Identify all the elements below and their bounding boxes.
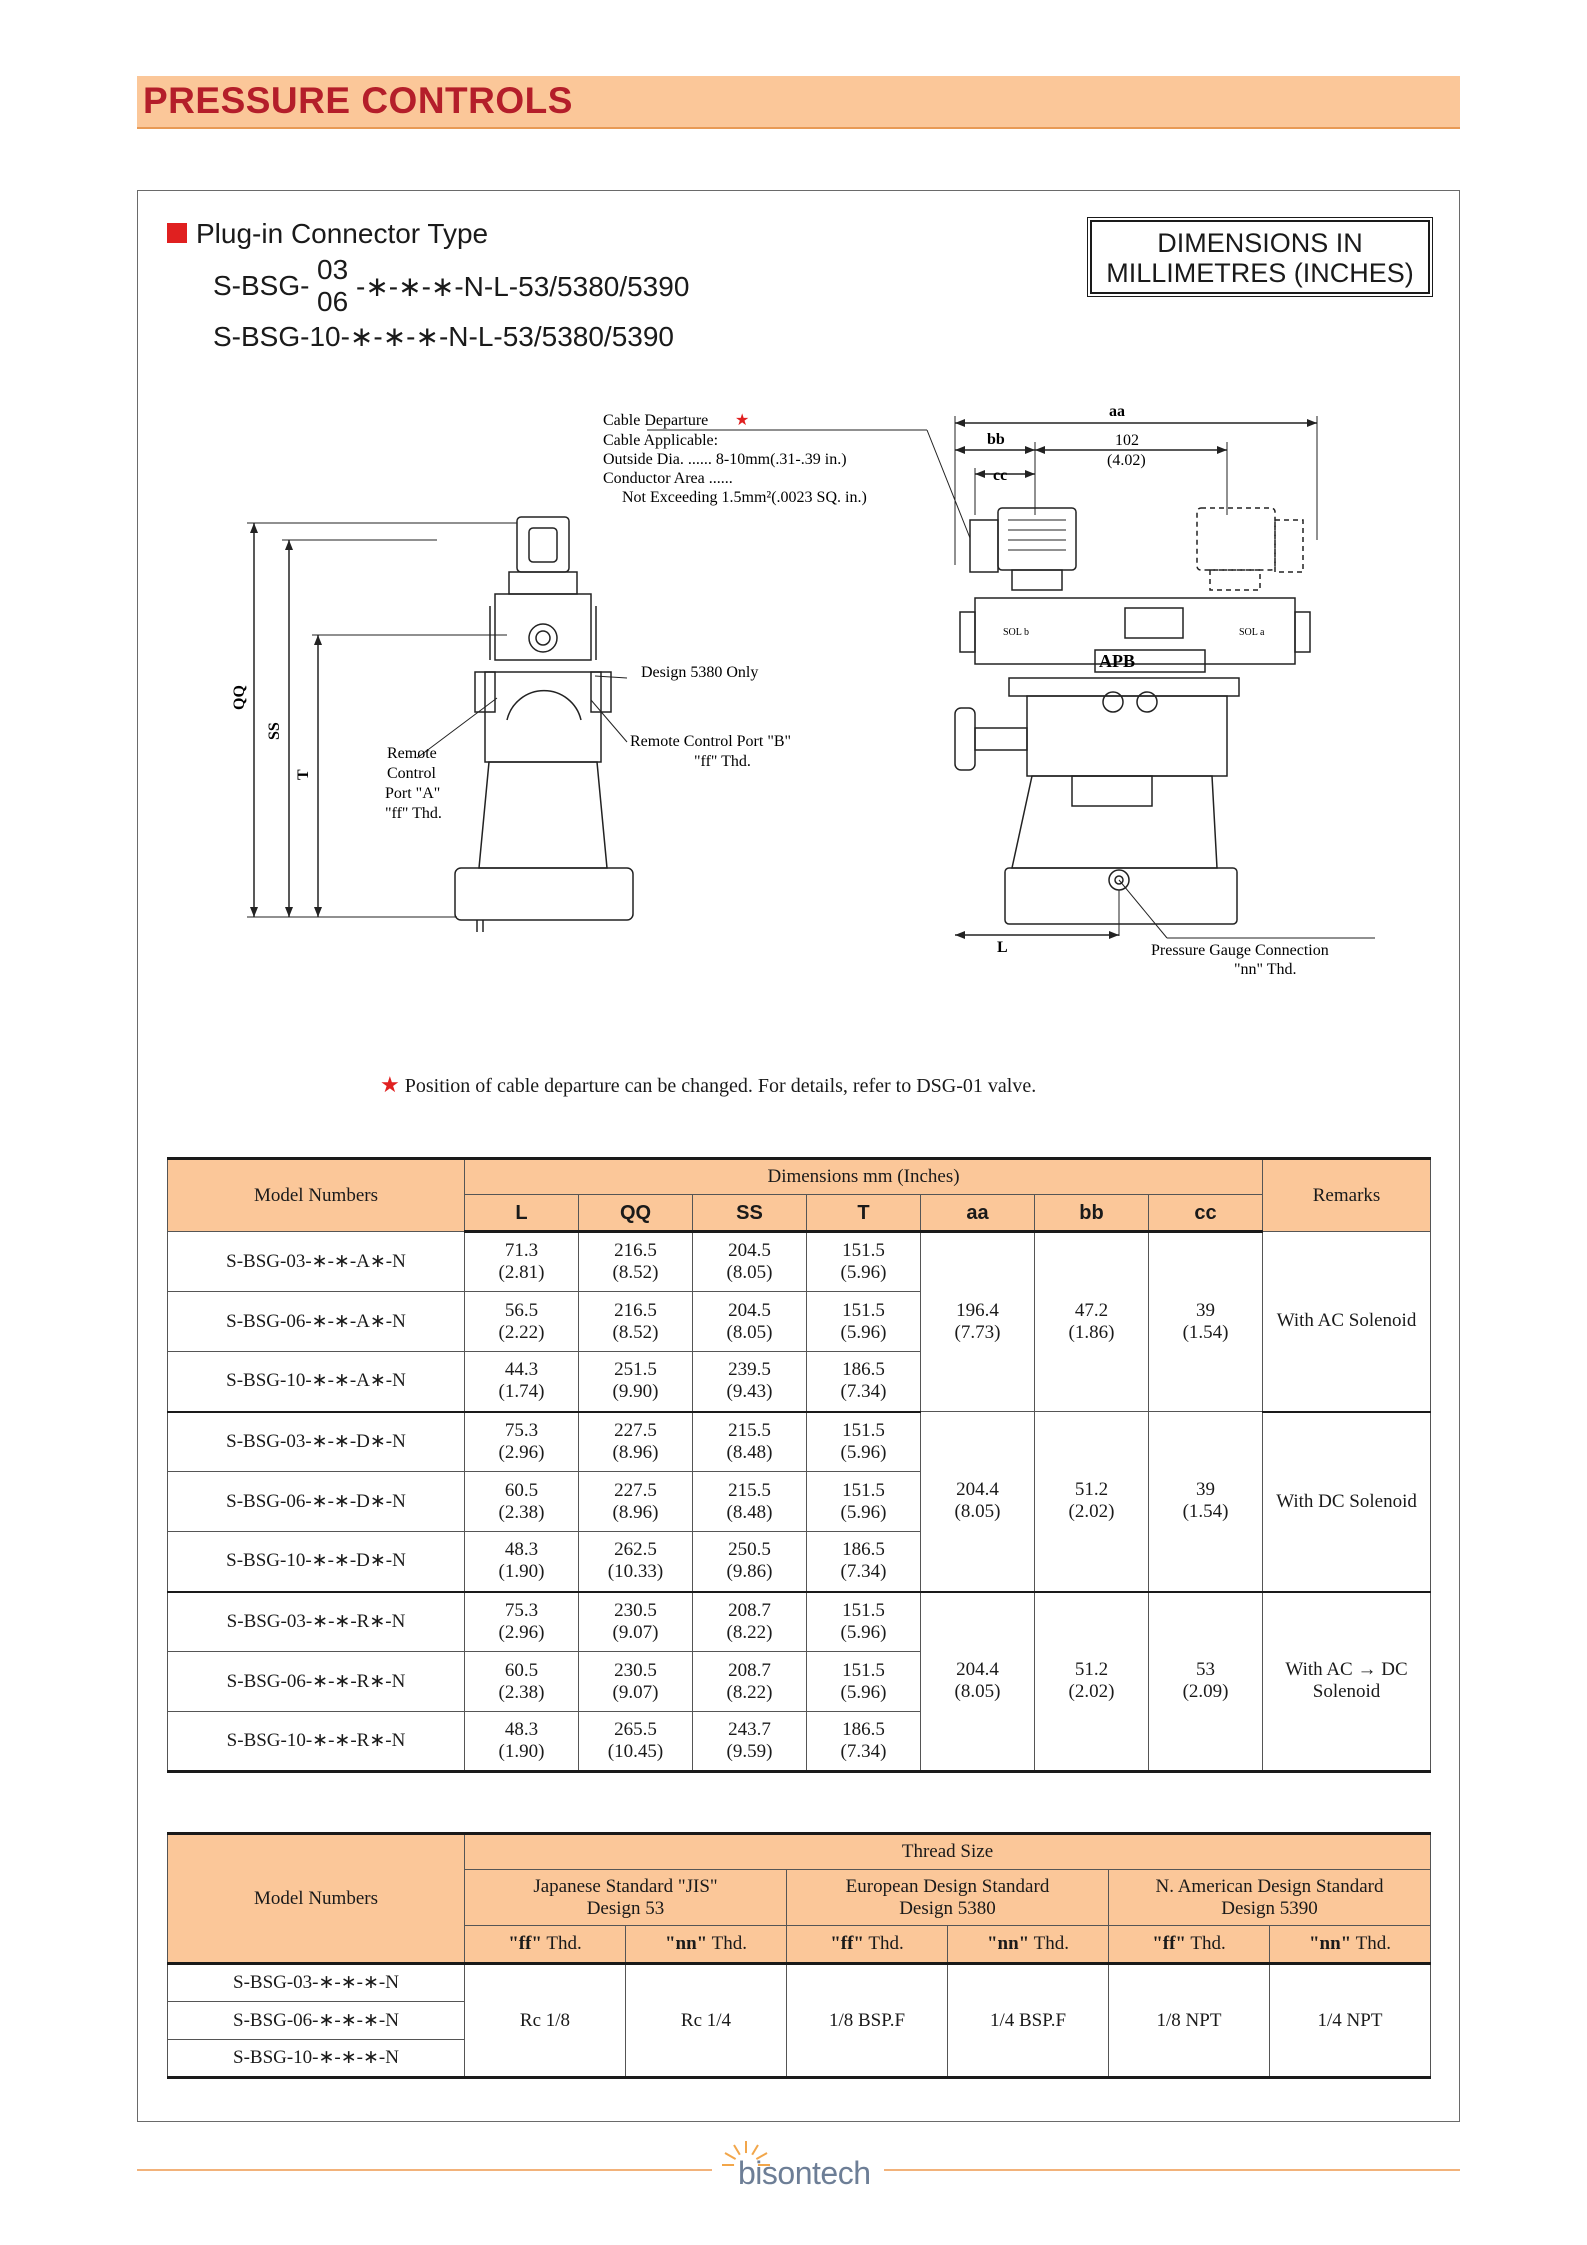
dim-bb-label: bb bbox=[987, 431, 1005, 448]
sol-b-label: SOL b bbox=[1003, 627, 1030, 638]
table-row: S-BSG-06-∗-∗-R∗-N 60.5 (2.38) 230.5 (9.07) 208.7 (8.22) 151.5 (5.96) bbox=[168, 1652, 1431, 1712]
footnote-text: Position of cable departure can be changed. For details, refer to DSG-01 valve. bbox=[404, 1075, 1037, 1097]
col-header-qq: QQ bbox=[579, 1195, 693, 1232]
standard-jis-header: Japanese Standard "JIS" Design 53 bbox=[465, 1870, 787, 1926]
dim-ss-label: SS bbox=[266, 722, 283, 740]
dim-102-inches-label: (4.02) bbox=[1107, 452, 1146, 469]
col-header-bb: bb bbox=[1035, 1195, 1149, 1232]
standard-american-header: N. American Design Standard Design 5390 bbox=[1109, 1870, 1431, 1926]
remote-port-a-line3: Port "A" bbox=[385, 785, 441, 802]
dim-l-label: L bbox=[997, 939, 1008, 956]
col-header-t: T bbox=[807, 1195, 921, 1232]
col-header-aa: aa bbox=[921, 1195, 1035, 1232]
ff-thd-header: "ff" Thd. bbox=[1109, 1926, 1270, 1964]
brand-plate-label: APB bbox=[1099, 651, 1135, 671]
table-row: S-BSG-03-∗-∗-∗-N Rc 1/8 Rc 1/4 1/8 BSP.F 1/4 BSP.F 1/8 NPT 1/4 NPT bbox=[168, 1964, 1431, 2002]
model-fraction-bottom: 06 bbox=[317, 286, 349, 317]
col-header-l: L bbox=[465, 1195, 579, 1232]
col-header-cc: cc bbox=[1149, 1195, 1263, 1232]
dim-aa-label: aa bbox=[1109, 403, 1125, 420]
thread-model-numbers-header: Model Numbers bbox=[168, 1834, 465, 1964]
dimensions-units-box bbox=[1090, 220, 1430, 294]
conductor-area-label: Conductor Area ...... bbox=[603, 470, 733, 487]
remote-port-b-label: Remote Control Port "B" bbox=[630, 733, 792, 750]
dims-box-line1: DIMENSIONS IN bbox=[1157, 228, 1363, 258]
table-row: S-BSG-10-∗-∗-D∗-N 48.3 (1.90) 262.5 (10.33) 250.5 (9.86) 186.5 (7.34) bbox=[168, 1532, 1431, 1592]
nn-thd-header: "nn" Thd. bbox=[948, 1926, 1109, 1964]
dim-t-label: T bbox=[295, 769, 312, 780]
cable-departure-label: Cable Departure bbox=[603, 412, 709, 429]
red-star-icon: ★ bbox=[380, 1072, 400, 1097]
red-square-icon bbox=[167, 223, 187, 243]
remark-cell: With DC Solenoid bbox=[1263, 1412, 1431, 1592]
footnote bbox=[380, 1072, 1036, 1098]
model-numbers-header: Model Numbers bbox=[168, 1159, 465, 1232]
table-row: S-BSG-06-∗-∗-A∗-N 56.5 (2.22) 216.5 (8.52) 204.5 (8.05) 151.5 (5.96) bbox=[168, 1292, 1431, 1352]
remark-cell: With AC → DC Solenoid bbox=[1263, 1592, 1431, 1772]
model-line-1-prefix: S-BSG- bbox=[213, 270, 310, 301]
table-row: S-BSG-03-∗-∗-A∗-N 71.3 (2.81) 216.5 (8.52) 204.5 (8.05) 151.5 (5.96) 196.4 (7.73) 47.2 (1.86) 39 (1.54) With AC Solenoid bbox=[168, 1232, 1431, 1292]
cable-applicable-label: Cable Applicable: bbox=[603, 432, 719, 449]
col-header-ss: SS bbox=[693, 1195, 807, 1232]
standard-european-header: European Design Standard Design 5380 bbox=[787, 1870, 1109, 1926]
table-row: S-BSG-06-∗-∗-D∗-N 60.5 (2.38) 227.5 (8.96) 215.5 (8.48) 151.5 (5.96) bbox=[168, 1472, 1431, 1532]
thread-size-table bbox=[167, 1832, 1431, 2079]
design-5380-only-label: Design 5380 Only bbox=[641, 664, 759, 681]
model-line-2: S-BSG-10-∗-∗-∗-N-L-53/5380/5390 bbox=[213, 321, 675, 352]
remote-port-a-line2: Control bbox=[387, 765, 436, 782]
dimensions-header: Dimensions mm (Inches) bbox=[465, 1159, 1263, 1195]
table-row: S-BSG-10-∗-∗-R∗-N 48.3 (1.90) 265.5 (10.45) 243.7 (9.59) 186.5 (7.34) bbox=[168, 1712, 1431, 1772]
ff-thd-header: "ff" Thd. bbox=[465, 1926, 626, 1964]
ff-thd-a-label: "ff" Thd. bbox=[385, 805, 442, 822]
page-title: PRESSURE CONTROLS bbox=[143, 80, 573, 121]
pressure-gauge-label: Pressure Gauge Connection bbox=[1151, 942, 1329, 959]
remote-port-a-line1: Remote bbox=[387, 745, 437, 762]
header-band bbox=[137, 76, 1460, 129]
dim-qq-label: QQ bbox=[231, 685, 248, 710]
nn-thd-header: "nn" Thd. bbox=[626, 1926, 787, 1964]
not-exceeding-label: Not Exceeding 1.5mm²(.0023 SQ. in.) bbox=[622, 489, 867, 506]
table-row: S-BSG-03-∗-∗-R∗-N 75.3 (2.96) 230.5 (9.07) 208.7 (8.22) 151.5 (5.96) 204.4 (8.05) 51.2 (2.02) 53 (2.09) With AC → DC Solenoid bbox=[168, 1592, 1431, 1652]
remark-cell: With AC Solenoid bbox=[1263, 1232, 1431, 1412]
nn-thd-header: "nn" Thd. bbox=[1270, 1926, 1431, 1964]
remarks-header: Remarks bbox=[1263, 1159, 1431, 1232]
table-row: S-BSG-03-∗-∗-D∗-N 75.3 (2.96) 227.5 (8.96) 215.5 (8.48) 151.5 (5.96) 204.4 (8.05) 51.2 (2.02) 39 (1.54) With DC Solenoid bbox=[168, 1412, 1431, 1472]
technical-drawing bbox=[137, 380, 1460, 1020]
dim-cc-label: cc bbox=[993, 467, 1008, 484]
model-fraction-top: 03 bbox=[317, 254, 349, 285]
footer-divider bbox=[137, 2169, 712, 2171]
red-star-icon: ★ bbox=[735, 412, 750, 429]
model-line-1-rest: -∗-∗-∗-N-L-53/5380/5390 bbox=[356, 271, 690, 302]
ff-thd-b-label: "ff" Thd. bbox=[694, 753, 751, 770]
sol-a-label: SOL a bbox=[1239, 627, 1265, 638]
table-row: S-BSG-10-∗-∗-∗-N bbox=[168, 2040, 1431, 2078]
thread-size-header: Thread Size bbox=[465, 1834, 1431, 1870]
table-row: S-BSG-06-∗-∗-∗-N bbox=[168, 2002, 1431, 2040]
table-row: S-BSG-10-∗-∗-A∗-N 44.3 (1.74) 251.5 (9.90) 239.5 (9.43) 186.5 (7.34) bbox=[168, 1352, 1431, 1412]
dimensions-table bbox=[167, 1157, 1431, 1773]
nn-thd-label: "nn" Thd. bbox=[1234, 961, 1297, 978]
dims-box-line2: MILLIMETRES (INCHES) bbox=[1106, 258, 1414, 288]
logo-text: bisontech bbox=[738, 2155, 871, 2191]
section-heading: Plug-in Connector Type bbox=[196, 218, 489, 249]
dim-102-label: 102 bbox=[1115, 432, 1139, 449]
bisontech-logo bbox=[712, 2135, 884, 2205]
outside-dia-label: Outside Dia. ...... 8-10mm(.31-.39 in.) bbox=[603, 451, 847, 468]
footer-divider bbox=[884, 2169, 1460, 2171]
ff-thd-header: "ff" Thd. bbox=[787, 1926, 948, 1964]
